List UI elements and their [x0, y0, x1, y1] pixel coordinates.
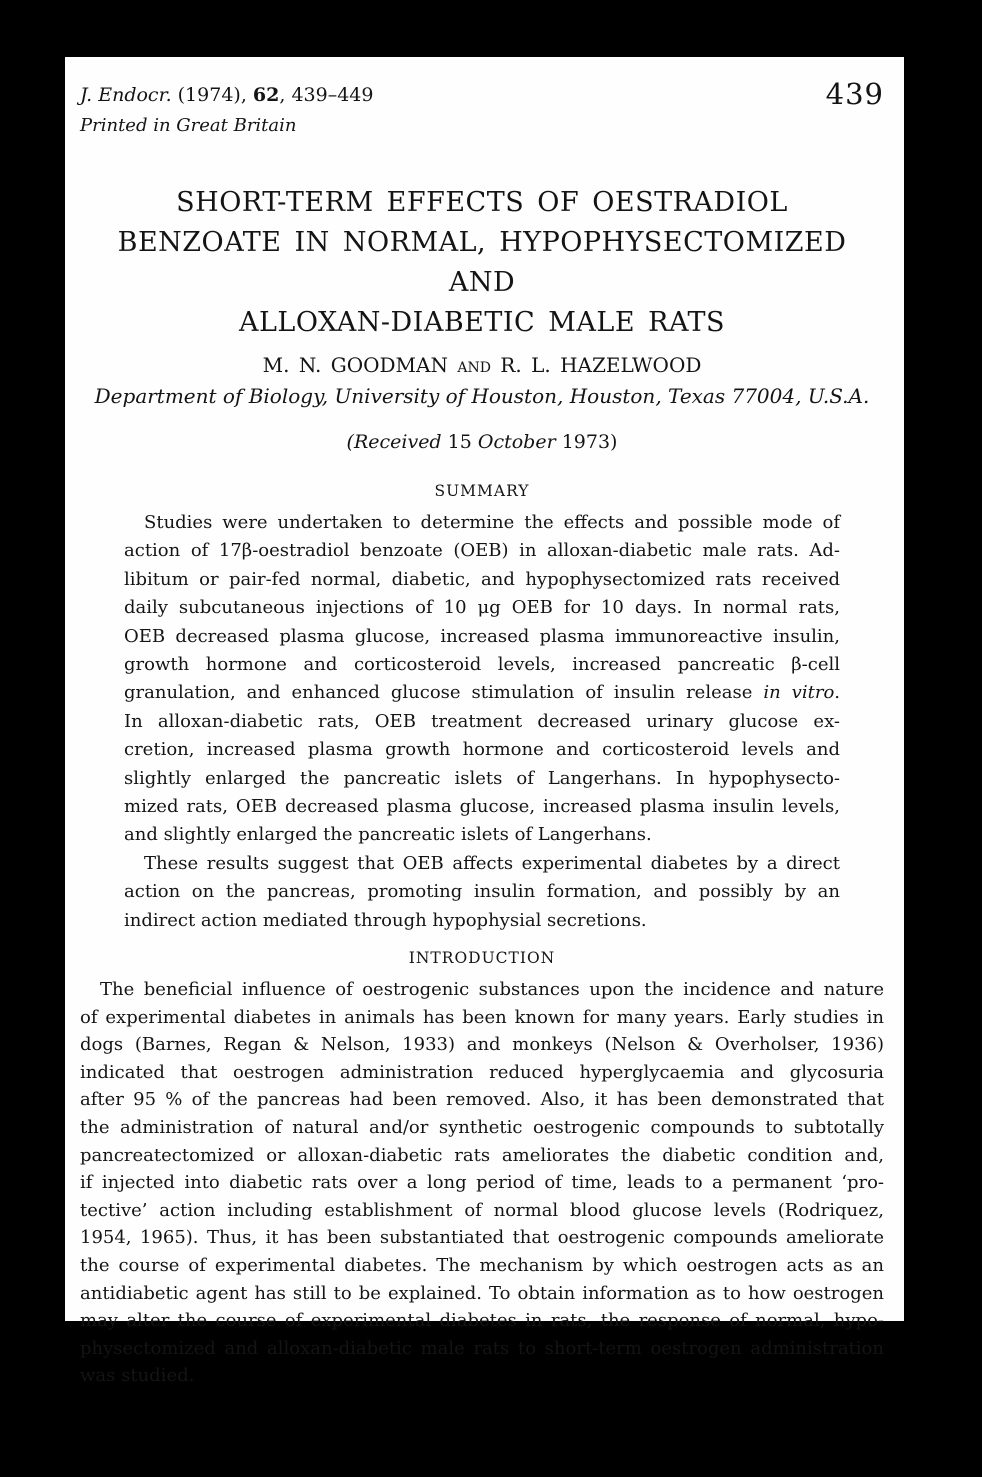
page-number: 439 — [825, 77, 884, 111]
introduction-paragraph — [80, 976, 884, 1390]
text-line — [124, 793, 840, 821]
text-line — [124, 736, 840, 764]
text-segment: action of 17β-oestradiol benzoate (OEB) in alloxan-diabetic male rats. Ad- — [124, 540, 840, 562]
text-line — [80, 1114, 884, 1142]
text-segment: tective’ action including establishment of normal blood glucose levels (Rodriquez, — [80, 1199, 884, 1221]
text-segment: These results suggest that OEB affects experimental diabetes by a direct — [144, 852, 840, 874]
summary-heading: SUMMARY — [434, 482, 530, 500]
text-line — [124, 821, 840, 849]
text-segment: the course of experimental diabetes. The mechanism by which oestrogen acts as an — [80, 1255, 884, 1277]
introduction-heading: INTRODUCTION — [408, 949, 556, 968]
text-segment: The beneficial influence of oestrogenic substances upon the incidence and nature — [100, 979, 884, 1001]
summary-section — [80, 509, 884, 935]
text-line — [80, 1059, 884, 1087]
text-segment: SHORT-TERM EFFECTS OF OESTRADIOL — [176, 187, 788, 218]
text-line — [80, 976, 884, 1004]
text-segment: cretion, increased plasma growth hormone and corticosteroid levels and — [124, 739, 840, 761]
text-line — [124, 878, 840, 906]
text-segment: pancreatectomized or alloxan-diabetic rats ameliorates the diabetic condition and, — [80, 1144, 884, 1166]
printed-in-notice: Printed in Great Britain — [80, 115, 297, 136]
text-line — [80, 1362, 884, 1390]
text-segment: after 95 % of the pancreas had been removed. Also, it has been demonstrated that — [80, 1089, 884, 1111]
text-segment: the administration of natural and/or synthetic oestrogenic compounds to subtotally — [80, 1117, 884, 1139]
text-segment: may alter the course of experimental diabetes in rats, the response of normal, hypo- — [80, 1310, 884, 1332]
volume-number: 62 — [252, 84, 280, 106]
text-segment: antidiabetic agent has still to be explained. To obtain information as to how oestrogen — [80, 1282, 884, 1304]
text-segment: physectomized and alloxan-diabetic male rats to short-term oestrogen administration — [80, 1337, 884, 1359]
text-segment: indirect action mediated through hypophysial secretions. — [124, 909, 647, 931]
text-segment: BENZOATE IN NORMAL, HYPOPHYSECTOMIZED AND — [117, 227, 847, 298]
text-segment: ALLOXAN-DIABETIC MALE RATS — [238, 307, 726, 338]
text-segment: slightly enlarged the pancreatic islets of Langerhans. In hypophysecto- — [124, 767, 840, 789]
text-segment: growth hormone and corticosteroid levels, increased pancreatic β-cell — [124, 654, 840, 676]
text-line — [80, 1169, 884, 1197]
text-segment: granulation, and enhanced glucose stimulation of insulin release — [124, 682, 764, 704]
text-line — [124, 765, 840, 793]
text-segment: In alloxan-diabetic rats, OEB treatment decreased urinary glucose ex- — [124, 710, 840, 732]
text-segment: of experimental diabetes in animals has been known for many years. Early studies in — [80, 1006, 884, 1028]
text-line — [124, 537, 840, 565]
text-line — [80, 1224, 884, 1252]
text-line — [80, 1252, 884, 1280]
text-segment: OEB decreased plasma glucose, increased plasma immunoreactive insulin, — [124, 625, 840, 647]
citation-year: (1974), — [171, 84, 253, 106]
text-line — [80, 1031, 884, 1059]
author-2: R. L. HAZELWOOD — [500, 353, 702, 377]
text-segment: if injected into diabetic rats over a long period of time, leads to a permanent ‘pro- — [80, 1172, 884, 1194]
text-line — [124, 623, 840, 651]
text-segment: and slightly enlarged the pancreatic islets of Langerhans. — [124, 824, 652, 846]
text-line — [124, 651, 840, 679]
summary-paragraph-1 — [124, 509, 840, 850]
journal-page — [65, 57, 904, 1387]
authors-line — [80, 352, 884, 378]
italic-text: in vitro — [763, 682, 835, 704]
text-line — [124, 679, 840, 707]
text-segment: Studies were undertaken to determine the effects and possible mode of — [144, 512, 840, 533]
text-line — [80, 1197, 884, 1225]
received-year: 1973) — [555, 431, 618, 453]
received-word: (Received — [346, 431, 442, 453]
author-1: M. N. GOODMAN — [262, 353, 448, 377]
text-line — [80, 1280, 884, 1308]
text-line — [80, 183, 884, 223]
text-segment: libitum or pair-fed normal, diabetic, and hypophysectomized rats received — [124, 568, 840, 590]
text-line — [80, 1086, 884, 1114]
text-line — [80, 223, 884, 303]
text-line — [124, 509, 840, 537]
text-segment: . — [834, 682, 841, 704]
text-segment: dogs (Barnes, Regan & Nelson, 1933) and monkeys (Nelson & Overholser, 1936) — [80, 1034, 884, 1056]
article-title — [80, 183, 884, 343]
text-segment: 1954, 1965). Thus, it has been substantiated that oestrogenic compounds ameliorate — [80, 1227, 884, 1249]
text-line — [80, 303, 884, 343]
text-line — [124, 850, 840, 878]
journal-citation — [80, 82, 373, 108]
text-line — [80, 1335, 884, 1363]
citation-pages: , 439–449 — [279, 84, 374, 106]
text-segment: daily subcutaneous injections of 10 μg OEB for 10 days. In normal rats, — [124, 597, 840, 619]
text-line — [124, 566, 840, 594]
text-line — [80, 1307, 884, 1335]
text-segment: action on the pancreas, promoting insulin formation, and possibly by an — [124, 881, 840, 903]
received-month: October — [477, 431, 556, 453]
text-segment: mized rats, OEB decreased plasma glucose, increased plasma insulin levels, — [124, 796, 840, 818]
text-line — [124, 708, 840, 736]
introduction-section — [80, 976, 884, 1390]
affiliation-line: Department of Biology, University of Houston, Houston, Texas 77004, U.S.A. — [94, 384, 870, 408]
received-day: 15 — [441, 431, 478, 453]
received-date-line — [80, 429, 884, 455]
text-segment: indicated that oestrogen administration reduced hyperglycaemia and glycosuria — [80, 1061, 884, 1083]
journal-abbreviation: J. Endocr. — [80, 84, 172, 106]
text-line — [80, 1004, 884, 1032]
summary-paragraph-2 — [124, 850, 840, 935]
text-line — [124, 907, 840, 935]
text-line — [80, 1142, 884, 1170]
text-segment: was studied. — [80, 1365, 195, 1387]
author-connector: and — [447, 353, 501, 377]
page-header — [80, 77, 884, 111]
text-line — [124, 594, 840, 622]
